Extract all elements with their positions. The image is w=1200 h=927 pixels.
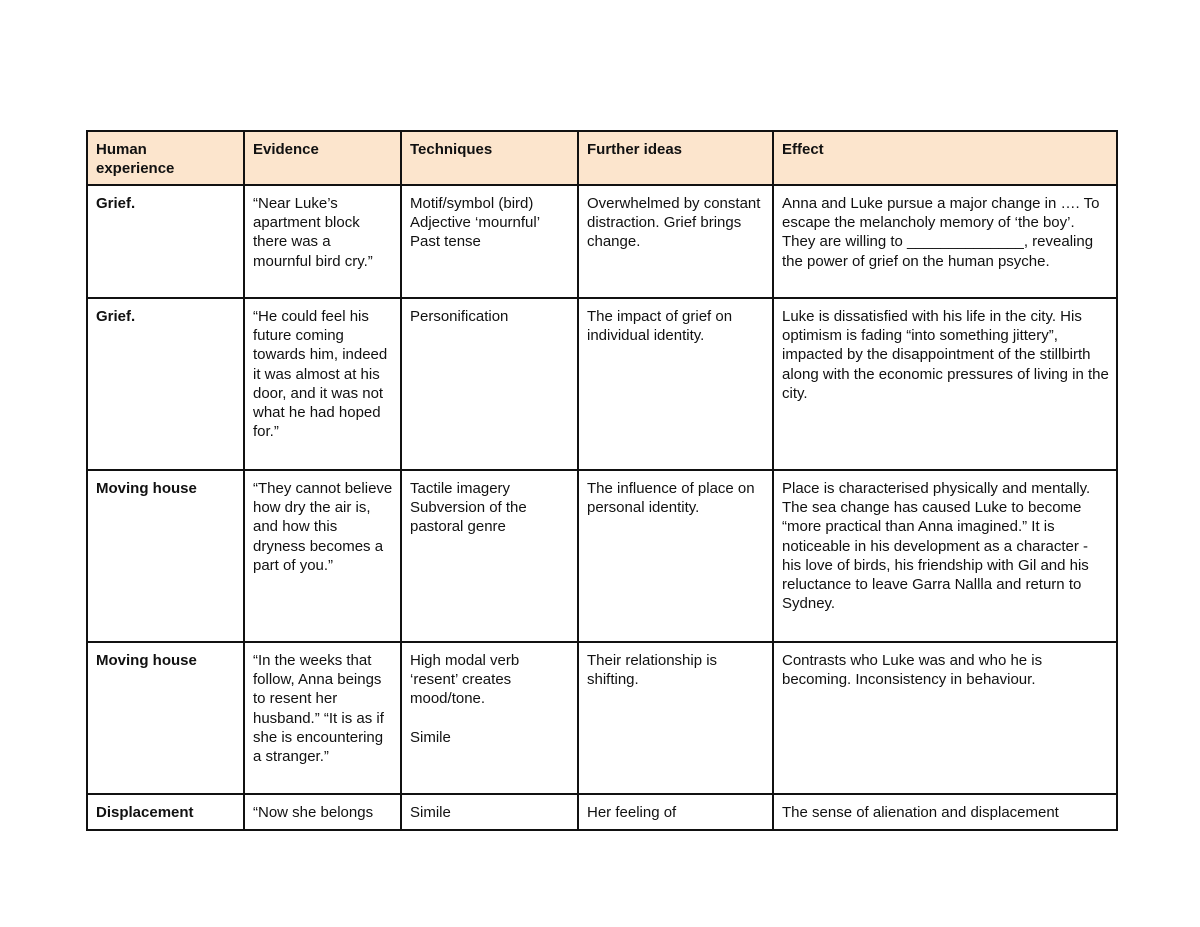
cell-effect: The sense of alienation and displacement [773, 794, 1117, 830]
analysis-table [86, 130, 1118, 831]
cell-techniques: Personification [401, 298, 578, 470]
cell-human-experience: Moving house [87, 642, 244, 794]
cell-human-experience: Displacement [87, 794, 244, 830]
cell-evidence: “He could feel his future coming towards him, indeed it was almost at his door, and it was not what he had hoped for.” [244, 298, 401, 470]
cell-evidence: “In the weeks that follow, Anna beings to resent her husband.” “It is as if she is encountering a stranger.” [244, 642, 401, 794]
cell-further-ideas: The influence of place on personal identity. [578, 470, 773, 642]
table-row [87, 470, 1117, 642]
cell-techniques: High modal verb ‘resent’ creates mood/tone. Simile [401, 642, 578, 794]
table-row [87, 642, 1117, 794]
table-row [87, 185, 1117, 298]
cell-evidence: “They cannot believe how dry the air is, and how this dryness becomes a part of you.” [244, 470, 401, 642]
cell-effect: Contrasts who Luke was and who he is becoming. Inconsistency in behaviour. [773, 642, 1117, 794]
header-further-ideas: Further ideas [578, 131, 773, 185]
cell-effect: Anna and Luke pursue a major change in …. To escape the melancholy memory of ‘the boy’. They are willing to ______________, revealing the power of grief on the human psyche. [773, 185, 1117, 298]
cell-further-ideas: Their relationship is shifting. [578, 642, 773, 794]
table-row [87, 298, 1117, 470]
cell-techniques: Simile [401, 794, 578, 830]
cell-evidence: “Now she belongs [244, 794, 401, 830]
cell-further-ideas: Overwhelmed by constant distraction. Grief brings change. [578, 185, 773, 298]
cell-further-ideas: Her feeling of [578, 794, 773, 830]
cell-human-experience: Grief. [87, 185, 244, 298]
header-row [87, 131, 1117, 185]
cell-human-experience: Moving house [87, 470, 244, 642]
header-effect: Effect [773, 131, 1117, 185]
cell-techniques: Motif/symbol (bird) Adjective ‘mournful’ Past tense [401, 185, 578, 298]
header-evidence: Evidence [244, 131, 401, 185]
cell-human-experience: Grief. [87, 298, 244, 470]
header-human-experience: Human experience [87, 131, 244, 185]
cell-effect: Luke is dissatisfied with his life in the city. His optimism is fading “into something jittery”, impacted by the disappointment of the stillbirth along with the economic pressures of living in the city. [773, 298, 1117, 470]
cell-further-ideas: The impact of grief on individual identity. [578, 298, 773, 470]
header-techniques: Techniques [401, 131, 578, 185]
cell-effect: Place is characterised physically and mentally. The sea change has caused Luke to become “more practical than Anna imagined.” It is noticeable in his development as a character - his love of birds, his friendship with Gil and his reluctance to leave Garra Nallla and return to Sydney. [773, 470, 1117, 642]
cell-techniques: Tactile imagery Subversion of the pastoral genre [401, 470, 578, 642]
table-row [87, 794, 1117, 830]
cell-evidence: “Near Luke’s apartment block there was a mournful bird cry.” [244, 185, 401, 298]
